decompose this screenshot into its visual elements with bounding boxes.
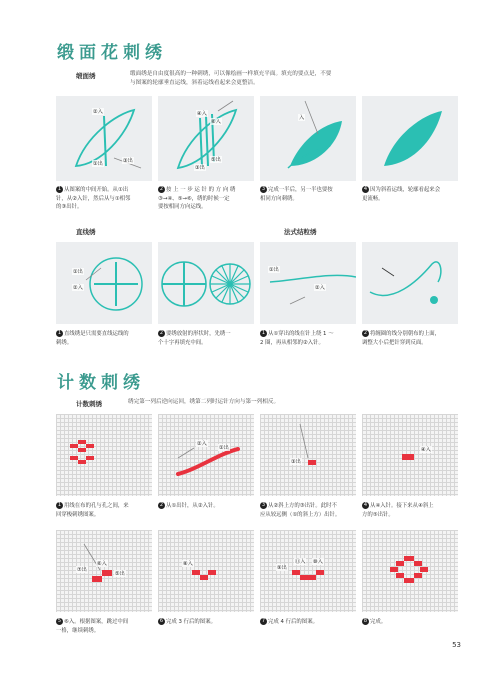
- photo-counted-chart: [56, 414, 152, 496]
- caption-counted-7: 7 完成 4 行后的图案。: [261, 618, 318, 625]
- step-number: 2: [159, 330, 164, 336]
- subheading-straight: 直线绣: [76, 228, 96, 236]
- step-number: 1: [261, 330, 266, 336]
- label-4-in: ④入: [197, 111, 207, 117]
- caption-counted-4: 4 从④入针。接下来从④斜上 方的⑤出针。: [362, 502, 434, 518]
- subheading-counted: 计数刺绣: [76, 400, 102, 408]
- subheading-french-knot: 法式结粒绣: [284, 228, 317, 236]
- label-3-out: ③出: [291, 459, 301, 465]
- page-number: 53: [452, 641, 461, 649]
- satin-desc-line1: 缎面绣是自由度很高的一种刺绣，可以像绘画一样填充平面。填充的要点是，不要: [130, 71, 332, 77]
- subheading-satin: 缎面绣: [76, 72, 96, 80]
- photo-satin-step2: [158, 96, 254, 181]
- label-1-out: ①出: [93, 161, 103, 167]
- caption-counted-3: 3 从②斜上方的③出针。此时不 应从较远侧（①的斜上方）出针。: [260, 502, 341, 518]
- label-10-in: ⑩入: [313, 559, 323, 565]
- photo-counted-step2: [158, 414, 254, 496]
- photo-counted-step8: [362, 530, 458, 612]
- photo-counted-step7: [260, 530, 356, 612]
- label-2-in: ②入: [197, 441, 207, 447]
- step-number: 8: [363, 618, 368, 624]
- photo-french-knot-step2: [362, 242, 458, 324]
- photo-satin-step3: [260, 96, 356, 181]
- caption-counted-2: 2 从①出针，从②入针。: [159, 502, 219, 509]
- caption-counted-8: 8 完成。: [363, 618, 387, 625]
- step-number: 3: [261, 186, 266, 192]
- counted-description: 绣完第一列后逆向运回，绣第二列时运针方向与第一列相反。: [128, 399, 280, 405]
- photo-counted-step6: [158, 530, 254, 612]
- label-5-out: ⑤出: [115, 571, 125, 577]
- photo-satin-step1: [56, 96, 152, 181]
- caption-satin-1: 1 从图案的中间开始。从①出 针，从②入针，然后从与①相邻 的③出针。: [56, 186, 131, 210]
- step-number: 2: [159, 502, 164, 508]
- photo-straight-step1: [56, 242, 152, 324]
- step-number: 3: [261, 502, 266, 508]
- step-number: 2: [363, 330, 368, 336]
- label-9-out: ⑨出: [277, 565, 287, 571]
- photo-counted-step4: [362, 414, 458, 496]
- label-11-in: ⑪入: [295, 559, 306, 565]
- photo-straight-step2: [158, 242, 254, 324]
- photo-satin-step4: [362, 96, 458, 181]
- caption-satin-3: 3 完成一半后，另一半也要按 相同方向刺绣。: [260, 186, 333, 202]
- caption-counted-1: 1 用线在布的孔与孔之间，来 回穿梭刺绣图案。: [56, 502, 129, 518]
- label-5-out: ⑤出: [211, 157, 221, 163]
- step-number: 1: [57, 502, 62, 508]
- step-number: 2: [159, 186, 164, 192]
- step-number: 4: [363, 502, 368, 508]
- satin-description: [130, 70, 331, 88]
- label-6-in: ⑥入: [211, 119, 221, 125]
- step-number: 5: [57, 618, 62, 624]
- label-2-in: ②入: [315, 285, 325, 291]
- label-2-in: ②入: [93, 109, 103, 115]
- caption-french-knot-1: 1 从①穿出的线在针上绕 1 ～ 2 圈，再从相邻的②入针。: [260, 330, 334, 346]
- label-7-out: ⑦出: [77, 567, 87, 573]
- caption-counted-6: 6 完成 3 行后的图案。: [159, 618, 216, 625]
- label-1-out: ①出: [219, 445, 229, 451]
- step-number: 1: [57, 186, 62, 192]
- caption-french-knot-2: 2 将缠圈的线分别朝布的上面， 调整大小后把针穿到反面。: [362, 330, 441, 346]
- label-1-out: ①出: [269, 267, 279, 273]
- label-3-out-b: ③出: [195, 165, 205, 171]
- caption-straight-1: 1 直线绣是只需要直线运线的 刺绣。: [56, 330, 129, 346]
- label-3-out: ③出: [123, 158, 133, 164]
- label-4-in: ④入: [421, 447, 431, 453]
- label-8-in: ⑧入: [183, 561, 193, 567]
- caption-satin-4: 4 因为斜着运线，轮廓看起来会 更流畅。: [362, 186, 441, 202]
- label-6-in: ⑥入: [97, 561, 107, 567]
- label-1-out: ①出: [73, 269, 83, 275]
- section-title-satin-flower: 缎面花刺绣: [57, 43, 167, 63]
- section-title-counted: 计数刺绣: [57, 373, 145, 393]
- photo-counted-step5: [56, 530, 152, 612]
- step-number: 4: [363, 186, 368, 192]
- caption-counted-5: 5 ⑥入。根据图案，跳过中间 一格，继续刺绣。: [56, 618, 129, 634]
- step-number: 6: [159, 618, 164, 624]
- photo-counted-step3: [260, 414, 356, 496]
- caption-satin-2: 2 按 上 一 步 运 针 的 方 向 绣 ③→④、⑤→⑥，绣的时候一定 要按相同方向运线。: [158, 186, 236, 210]
- photo-french-knot-step1: [260, 242, 356, 324]
- label-2-in: ②入: [73, 285, 83, 291]
- step-number: 1: [57, 330, 62, 336]
- label-in: 入: [299, 115, 305, 121]
- caption-straight-2: 2 要绣放射的形状时，先绣一 个十字再填充中间。: [158, 330, 231, 346]
- step-number: 7: [261, 618, 266, 624]
- satin-desc-line2: 与图案的轮廓垂直运线，斜着运线看起来会更整洁。: [130, 80, 259, 86]
